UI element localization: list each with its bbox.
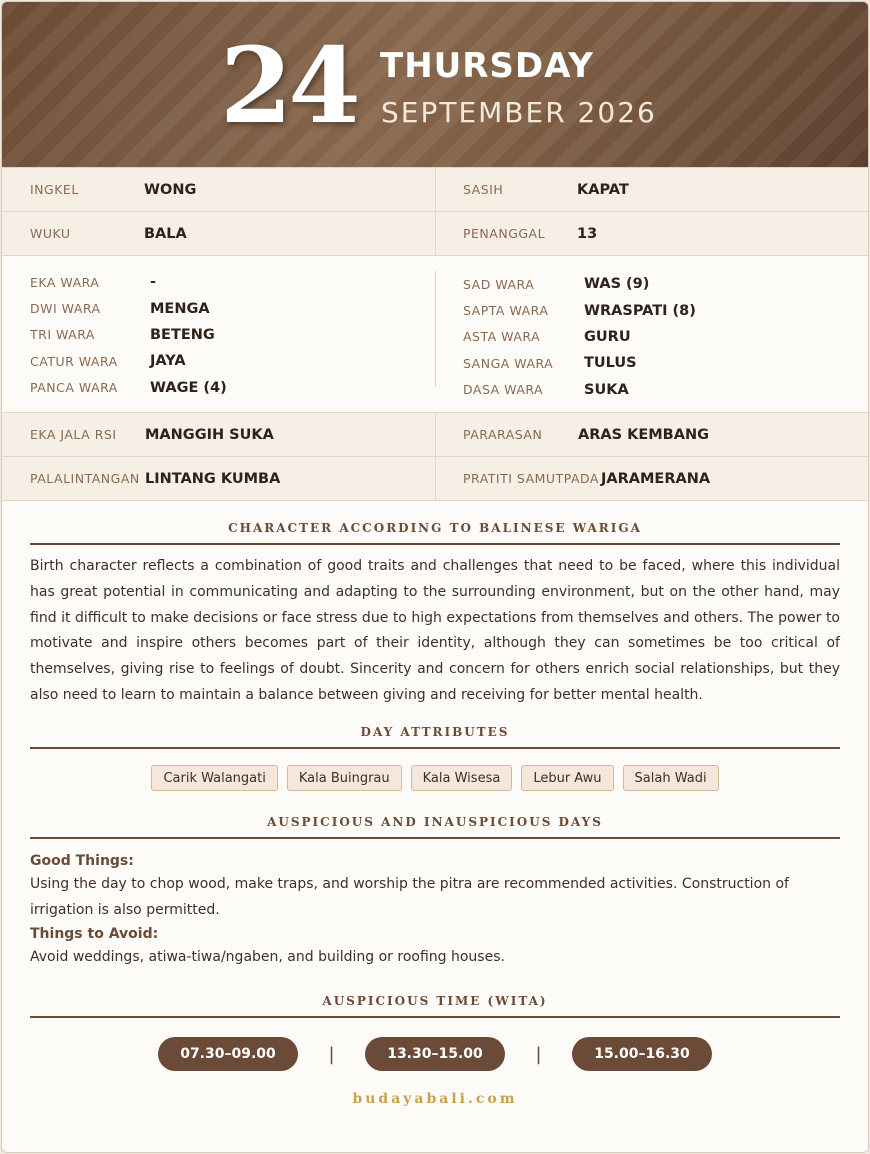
wara-label: PANCA WARA [30, 380, 118, 396]
ingkel-label: INGKEL [30, 182, 79, 197]
info-row-wuku-penanggal [2, 211, 868, 255]
auspicious-title: AUSPICIOUS AND INAUSPICIOUS DAYS [30, 815, 840, 839]
wara-item [30, 322, 435, 348]
palalintangan-cell [2, 457, 435, 500]
info-row-ingkel-sasih [2, 167, 868, 211]
site-footer: budayabali.com [352, 1091, 518, 1108]
wara-item [30, 375, 435, 401]
wara-label: SANGA WARA [463, 355, 554, 371]
wara-item [30, 269, 435, 295]
weekday: THURSDAY [380, 46, 594, 86]
day-number: 24 [220, 24, 357, 147]
wara-value: - [150, 274, 157, 291]
pratiti-samutpada-value: JARAMERANA [601, 470, 711, 487]
pararasan-value: ARAS KEMBANG [578, 426, 709, 443]
palalintangan-value: LINTANG KUMBA [145, 470, 281, 487]
attribute-chip: Kala Buingrau [287, 765, 402, 791]
attribute-chip: Salah Wadi [623, 765, 719, 791]
wara-value: GURU [584, 328, 631, 345]
penanggal-value: 13 [577, 225, 598, 242]
sasih-label: SASIH [463, 182, 504, 197]
month-year: SEPTEMBER 2026 [381, 96, 657, 129]
character-section [2, 521, 868, 709]
good-things-label: Good Things: [30, 852, 134, 869]
time-slot-pill: 15.00–16.30 [572, 1037, 712, 1071]
time-slots [30, 1037, 840, 1071]
wara-label: SAD WARA [463, 276, 535, 292]
eka-jala-rsi-cell [2, 413, 435, 456]
times-title: AUSPICIOUS TIME (WITA) [30, 994, 840, 1018]
wara-item [463, 271, 868, 297]
wara-value: TULUS [584, 355, 637, 372]
wara-value: WAS (9) [584, 276, 650, 293]
ingkel-value: WONG [144, 181, 197, 198]
attribute-chip: Kala Wisesa [411, 765, 513, 791]
wara-label: SAPTA WARA [463, 303, 549, 319]
time-separator: | [535, 1043, 542, 1065]
wara-item [30, 348, 435, 374]
time-slot-pill: 07.30–09.00 [158, 1037, 298, 1071]
info-row-ekajalarsi-pararasan [2, 413, 868, 456]
attribute-chip: Carik Walangati [151, 765, 277, 791]
attributes-section [2, 725, 868, 791]
wuku-label: WUKU [30, 226, 71, 241]
penanggal-label: PENANGGAL [463, 226, 546, 241]
palalintangan-label: PALALINTANGAN [30, 471, 140, 486]
wara-label: EKA WARA [30, 274, 100, 290]
eka-jala-rsi-label: EKA JALA RSI [30, 427, 117, 442]
pararasan-label: PARARASAN [463, 427, 543, 442]
pratiti-samutpada-cell [435, 457, 868, 500]
wara-label: ASTA WARA [463, 329, 541, 345]
things-to-avoid-label: Things to Avoid: [30, 926, 159, 943]
info-row-palalintangan-pratiti [2, 456, 868, 501]
penanggal-cell [435, 212, 868, 255]
wara-label: DASA WARA [463, 382, 544, 398]
auspicious-section [2, 815, 868, 971]
pratiti-samutpada-label: PRATITI SAMUTPADA [463, 471, 599, 486]
wara-label: TRI WARA [30, 327, 95, 343]
calendar-card [1, 1, 869, 1153]
attribute-chip: Lebur Awu [521, 765, 613, 791]
wara-value: WAGE (4) [150, 379, 227, 396]
wara-item [463, 377, 868, 403]
things-to-avoid-text: Avoid weddings, atiwa-tiwa/ngaben, and building or roofing houses. [30, 949, 505, 966]
eka-jala-rsi-value: MANGGIH SUKA [145, 426, 274, 443]
time-slot-pill: 13.30–15.00 [365, 1037, 505, 1071]
wara-item [463, 350, 868, 376]
wuku-value: BALA [144, 225, 187, 242]
wara-value: WRASPATI (8) [584, 302, 696, 319]
wara-label: DWI WARA [30, 301, 101, 317]
character-title: CHARACTER ACCORDING TO BALINESE WARIGA [30, 521, 840, 545]
wuku-cell [2, 212, 435, 255]
date-header [2, 2, 868, 167]
character-text: Birth character reflects a combination of good traits and challenges that need to be faced, where this individual has great potential in communicating and adapting to the surrounding environment, but on the other hand, may find it difficult to make decisions or face stress due to high expectations from themselves and others. The power to motivate and inspire others becomes part of their identity, although they can sometimes be too critical of themselves, giving rise to feelings of doubt. Sincerity and concern for others enrich social relationships, but they also need to learn to maintain a balance between giving and receiving for better mental health. [30, 558, 840, 703]
wara-value: MENGA [150, 300, 210, 317]
wara-value: SUKA [584, 381, 629, 398]
attributes-title: DAY ATTRIBUTES [30, 725, 840, 749]
sasih-value: KAPAT [577, 181, 629, 198]
ingkel-cell [2, 168, 435, 211]
wara-label: CATUR WARA [30, 353, 118, 369]
pararasan-cell [435, 413, 868, 456]
wara-value: JAYA [150, 353, 186, 370]
wara-item [463, 297, 868, 323]
wara-table [2, 255, 868, 413]
time-separator: | [328, 1043, 335, 1065]
attribute-chips [30, 765, 840, 791]
sasih-cell [435, 168, 868, 211]
good-things-text: Using the day to chop wood, make traps, and worship the pitra are recommended activities. Construction of irrigation is also permitted. [30, 875, 789, 918]
wara-value: BETENG [150, 326, 215, 343]
times-section [2, 994, 868, 1071]
wara-item [30, 295, 435, 321]
wara-left-column [2, 269, 435, 399]
wara-right-column [435, 271, 868, 398]
wara-item [463, 324, 868, 350]
